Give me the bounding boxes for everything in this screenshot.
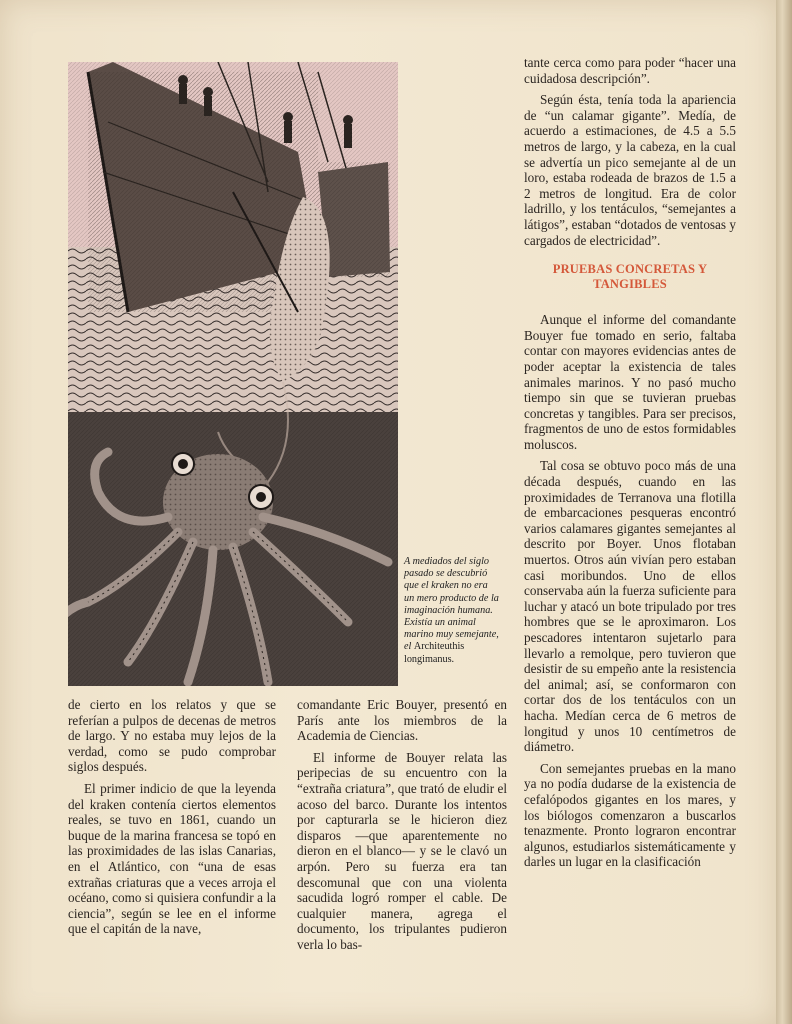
- page-spine: [776, 0, 792, 1024]
- section-heading: PRUEBAS CONCRETAS Y TANGIBLES: [552, 262, 708, 292]
- caption-text: A mediados del siglo pasado se descubrió que el kraken no era un mero producto de la imaginación humana. Existía un animal marino muy semejante, el: [404, 556, 499, 653]
- col3-paragraph-3: Aunque el informe del comandante Bouyer fue tomado en serio, faltaba contar con mayores evidencias antes de poder aceptar la existencia de tales animales marinos. Y no pasó mucho tiempo sin que se tuvieran pruebas concretas y tangibles. Para ser precisos, fragmentos de uno de estos formidables moluscos.: [524, 312, 736, 452]
- col3-paragraph-2: Según ésta, tenía toda la apariencia de “un calamar gigante”. Medía, de acuerdo a estimaciones, de 4.5 a 5.5 metros de largo, y la cabeza, en la cual se advertía un pico semejante al de un loro, estaba rodeada de brazos de 1.5 a 2 metros de longitud. Era de color ladrillo, y los tentáculos, “semejantes a látigos”, estaban “dotados de ventosas y cargados de electricidad”.: [524, 92, 736, 248]
- kraken-illustration: [68, 62, 398, 686]
- column-2: [297, 697, 507, 959]
- col3-paragraph-5: Con semejantes pruebas en la mano ya no podía dudarse de la existencia de cefalópodos gigantes en los mares, y los biólogos comenzaron a buscarlos tenazmente. Pronto lograron encontrar algunos, estudiarlos sistemáticamente y darles un lugar en la clasificación: [524, 760, 736, 870]
- caption-species: Architeuthis longimanus.: [404, 641, 465, 665]
- col1-paragraph-2: El primer indicio de que la leyenda del kraken contenía ciertos elementos reales, se tuvo en 1861, cuando un buque de la marina francesa se topó en las proximidades de las islas Canarias, en el Atlántico, con “una de esas extrañas criaturas que a veces arroja el océano, como si quisiera confundir a la ciencia”, según se lee en el informe que el capitán de la nave,: [68, 780, 276, 937]
- column-3: [524, 55, 736, 876]
- col3-paragraph-1: tante cerca como para poder “hacer una cuidadosa descripción”.: [524, 55, 736, 86]
- col2-paragraph-2: El informe de Bouyer relata las peripecias de su encuentro con la “extraña criatura”, que trató de eludir el acoso del barco. Durante los intentos por capturarla se le hicieron diez disparos —que aparentemente no dieron en el blanco— y se le clavó un arpón. Pero su fuerza era tan descomunal que con una violenta sacudida logró romper el cable. De cualquier manera, agrega el documento, los tripulantes pudieron verla lo bas-: [297, 749, 507, 952]
- col1-paragraph-1: de cierto en los relatos y que se referían a pulpos de decenas de metros de largo. Y no estaba muy lejos de la verdad, como se pudo comprobar siglos después.: [68, 697, 276, 775]
- col3-paragraph-4: Tal cosa se obtuvo poco más de una década después, cuando en las proximidades de Terranova una flotilla de embarcaciones pesqueras encontró varios calamares gigantes semejantes al descrito por Boyer. Unos flotaban muertos. Otros aún vivían pero estaban casi moribundos. Uno de ellos conservaba aún la fuerza suficiente para luchar y atacó un bote tripulado por tres hombres que se le aproximaron. Los pescadores intentaron sujetarlo para llevarlo a remolque, pero tuvieron que desistir de su empeño ante la resistencia del animal; así, se conformaron con cortar dos de los tentáculos con un hacha. Medían cerca de 6 metros de longitud y unos 10 centímetros de diámetro.: [524, 458, 736, 755]
- kraken-ship-engraving-icon: [68, 62, 398, 686]
- column-1: [68, 697, 276, 943]
- illustration-caption: [404, 556, 500, 666]
- col2-paragraph-1: comandante Eric Bouyer, presentó en París ante los miembros de la Academia de Ciencias.: [297, 697, 507, 744]
